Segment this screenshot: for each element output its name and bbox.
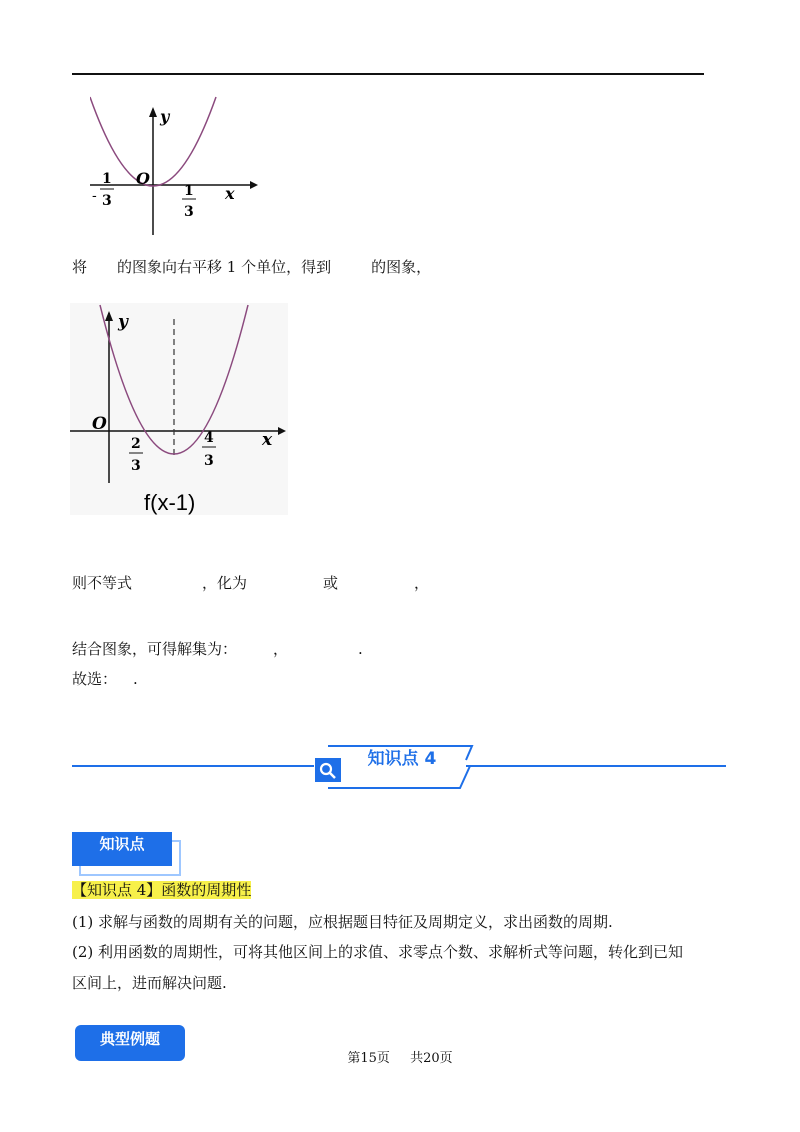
origin-label: O (92, 414, 107, 434)
left-root-denominator: 3 (102, 193, 112, 209)
paragraph-answer: 故选： . (72, 670, 138, 688)
section-search-badge (315, 758, 341, 782)
x-axis-arrow (250, 181, 258, 189)
page-number: 第15页 (347, 1051, 390, 1066)
x-label: x (225, 184, 235, 203)
right-root-numerator: 1 (184, 183, 194, 199)
paragraph-inequality: 则不等式 ，化为 或 ， (72, 574, 430, 592)
header-rule (72, 73, 704, 75)
root-a-denominator: 3 (131, 458, 141, 474)
knowledge-item-2-line-1: (2) 利用函数的周期性，可将其他区间上的求值、求零点个数、求解析式等问题，转化到已知 (72, 943, 684, 961)
origin-label: O (136, 169, 150, 188)
x-label: x (262, 430, 273, 450)
section-rule-right (466, 765, 726, 767)
left-root-numerator: 1 (102, 171, 112, 187)
knowledge-item-2-line-2: 区间上，进而解决问题. (72, 974, 227, 992)
section-rule-left (72, 765, 314, 767)
root-b-numerator: 4 (204, 430, 214, 446)
search-icon (315, 758, 341, 782)
knowledge-heading: 【知识点 4】函数的周期性 (72, 881, 252, 899)
page-total: 共20页 (410, 1051, 453, 1066)
y-axis-arrow (149, 107, 157, 117)
page-footer (0, 1047, 800, 1066)
knowledge-label: 知识点 (72, 832, 172, 866)
left-root-sign: - (92, 188, 97, 204)
typical-example-button[interactable]: 典型例题 (75, 1025, 185, 1061)
right-root-denominator: 3 (184, 204, 194, 220)
figure-caption: f(x-1) (144, 490, 196, 515)
section-title: 知识点 4 (367, 749, 437, 769)
parabola-figure-2 (70, 303, 288, 515)
root-b-denominator: 3 (204, 453, 214, 469)
root-a-numerator: 2 (131, 436, 141, 452)
y-label: y (160, 107, 170, 126)
y-label: y (118, 312, 128, 332)
parabola-figure-1 (90, 95, 260, 240)
knowledge-item-1: (1) 求解与函数的周期有关的问题，应根据题目特征及周期定义，求出函数的周期. (72, 913, 613, 931)
paragraph-solution-set: 结合图象，可得解集为： ， . (72, 640, 363, 658)
paragraph-shift: 将 的图象向右平移 1 个单位，得到 的图象， (72, 258, 432, 276)
